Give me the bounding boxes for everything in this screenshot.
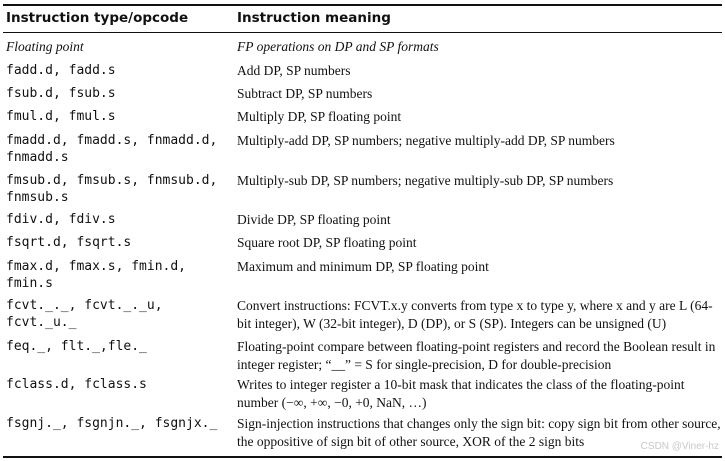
row-opcode: fdiv.d, fdiv.s <box>6 212 116 227</box>
header-opcode: Instruction type/opcode <box>6 10 189 26</box>
row-meaning: Floating-point compare between floating-point registers and record the Boolean result in integer register; “__” = S for single-precision, D for double-precision <box>237 339 716 372</box>
table-header-rule <box>3 32 722 33</box>
row-meaning: Square root DP, SP floating point <box>237 235 417 250</box>
row-opcode: fmul.d, fmul.s <box>6 109 116 124</box>
row-meaning: FP operations on DP and SP formats <box>237 39 439 54</box>
table-top-rule <box>3 4 722 6</box>
row-meaning: Multiply DP, SP floating point <box>237 109 402 124</box>
row-opcode: fcvt._._, fcvt._._u, fcvt._u._ <box>6 298 163 330</box>
header-meaning: Instruction meaning <box>237 10 391 26</box>
row-opcode: fsqrt.d, fsqrt.s <box>6 235 132 250</box>
row-meaning: Maximum and minimum DP, SP floating point <box>237 259 489 274</box>
watermark: CSDN @Viner-hz <box>640 441 719 452</box>
row-meaning: Sign-injection instructions that changes only the sign bit: copy sign bit from other source, the oppositive of sign bit of other source, XOR of the 2 sign bits <box>237 416 721 449</box>
row-meaning: Multiply-add DP, SP numbers; negative multiply-add DP, SP numbers <box>237 133 615 148</box>
row-opcode: feq._, flt._,fle._ <box>6 339 147 354</box>
row-opcode: fsgnj._, fsgnjn._, fsgnjx._ <box>6 416 218 431</box>
row-opcode: fmadd.d, fmadd.s, fnmadd.d, fnmadd.s <box>6 133 218 165</box>
row-meaning: Writes to integer register a 10-bit mask that indicates the class of the floating-point number (−∞, +∞, −0, +0, NaN, …) <box>237 377 685 410</box>
row-opcode: fmax.d, fmax.s, fmin.d, fmin.s <box>6 259 187 291</box>
row-meaning: Multiply-sub DP, SP numbers; negative multiply-sub DP, SP numbers <box>237 173 614 188</box>
row-opcode: fadd.d, fadd.s <box>6 63 116 78</box>
row-opcode: fclass.d, fclass.s <box>6 377 147 392</box>
table-bottom-rule <box>3 456 722 458</box>
row-meaning: Add DP, SP numbers <box>237 63 351 78</box>
row-meaning: Subtract DP, SP numbers <box>237 86 373 101</box>
row-meaning: Divide DP, SP floating point <box>237 212 391 227</box>
row-meaning: Convert instructions: FCVT.x.y converts from type x to type y, where x and y are L (64-bit integer), W (32-bit integer), D (DP), or S (SP). Integers can be unsigned (U) <box>237 298 713 331</box>
row-opcode: fmsub.d, fmsub.s, fnmsub.d, fnmsub.s <box>6 173 218 205</box>
row-opcode: Floating point <box>6 39 84 54</box>
row-opcode: fsub.d, fsub.s <box>6 86 116 101</box>
